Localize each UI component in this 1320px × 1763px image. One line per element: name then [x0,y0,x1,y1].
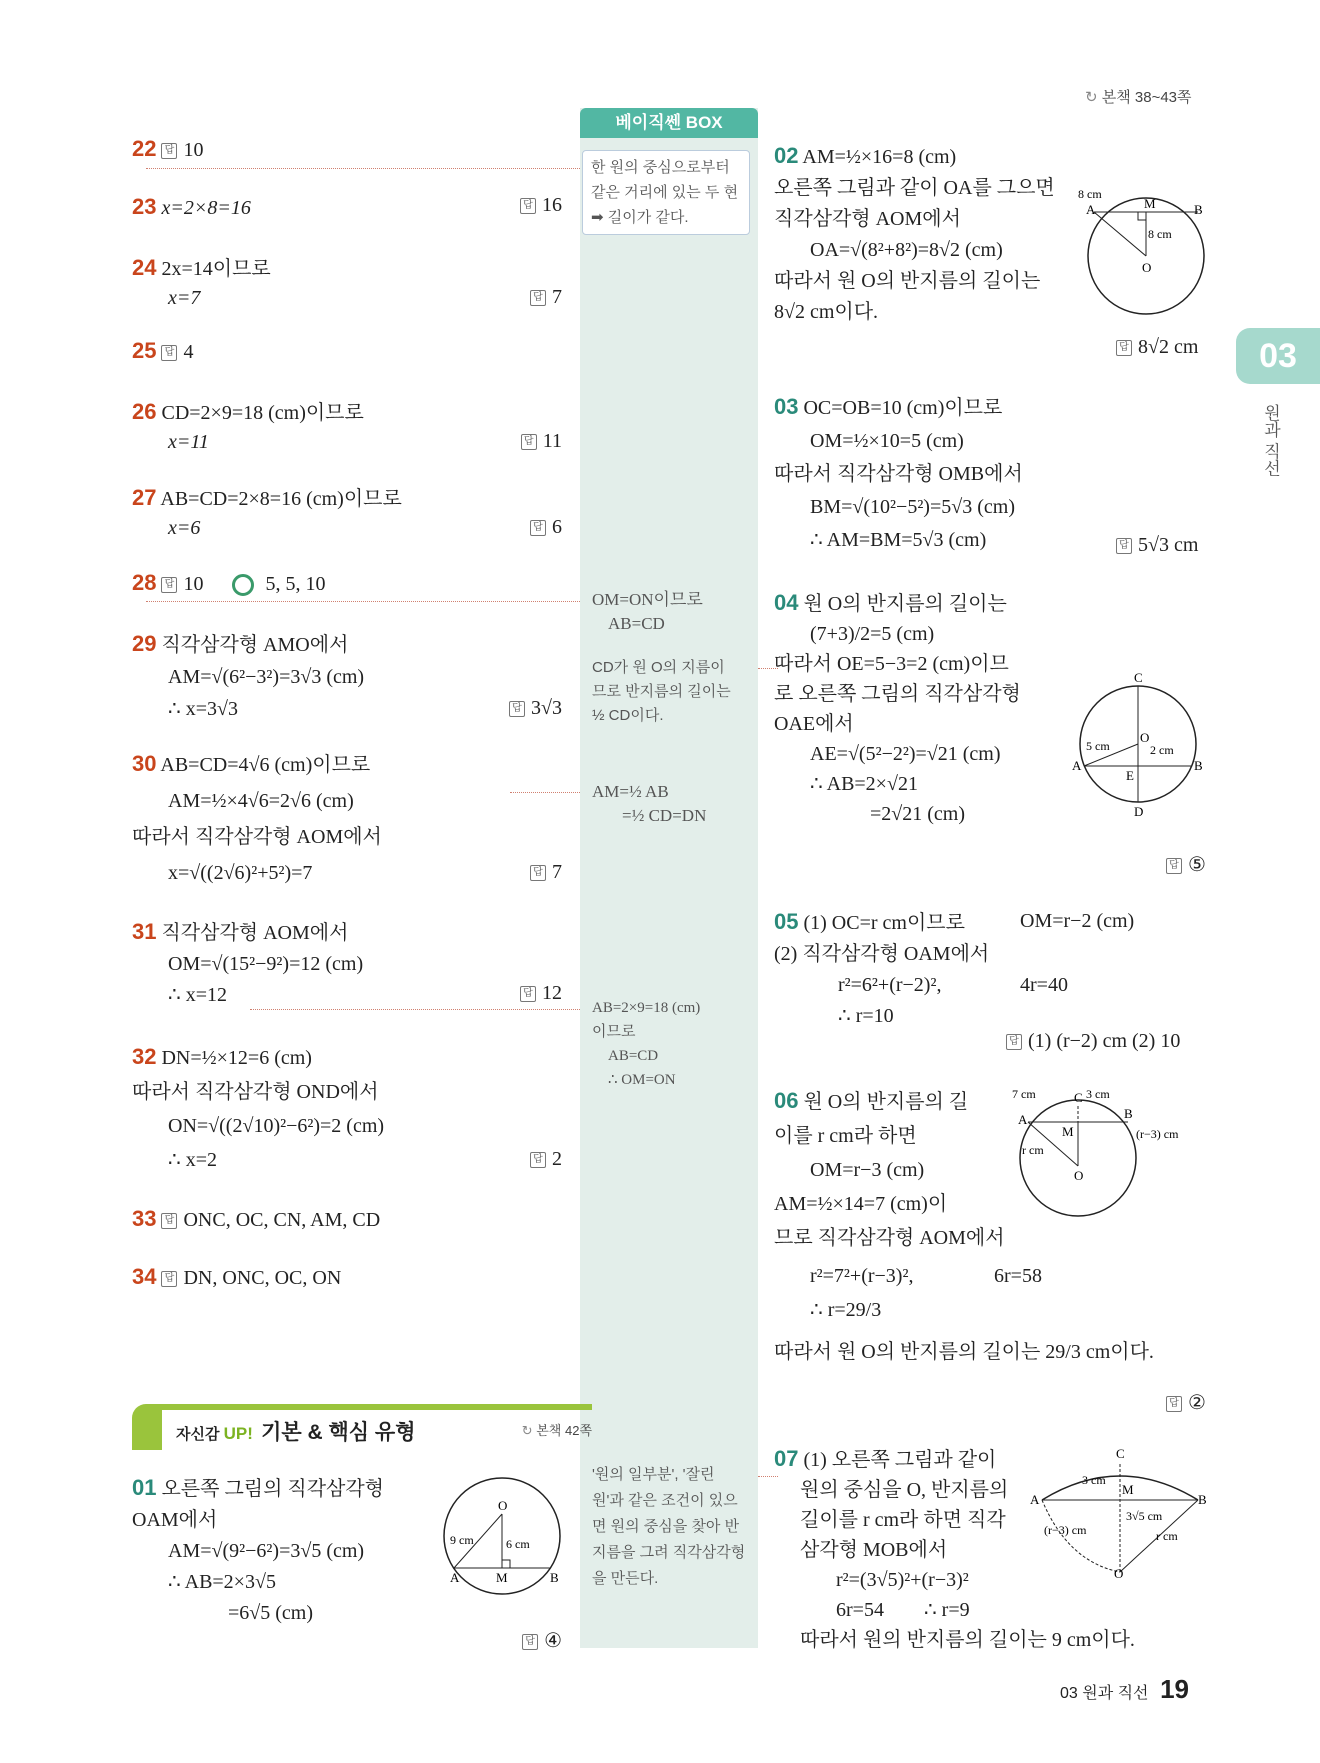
svg-text:6 cm: 6 cm [506,1537,530,1551]
svg-text:(r−3) cm: (r−3) cm [1136,1127,1179,1141]
svg-text:M: M [496,1570,508,1585]
answer-icon [530,1152,546,1168]
svg-text:5 cm: 5 cm [1086,739,1110,753]
chapter-title-vertical: 원과 직선 [1261,404,1280,477]
answer-icon [161,577,177,593]
svg-text:8 cm: 8 cm [1078,187,1102,201]
problem-02: 02 AM=½×16=8 (cm) 오른쪽 그림과 같이 OA를 그으면 직각삼각형 AOM에서 OA=√(8²+8²)=8√2 (cm) 따라서 원 O의 반지름의 길이는 8√2 cm이다. [774,143,1055,323]
problem-06: 06 원 O의 반지름의 길 이를 r cm라 하면 OM=r−3 (cm) AM=½×14=7 (cm)이 므로 직각삼각형 AOM에서 r²=7²+(r−3)², 6r=58 ∴ r=29/3 따라서 원 O의 반지름의 길이는 29/3 cm이다. [774,1088,1154,1363]
svg-text:O: O [1074,1168,1084,1183]
svg-text:9 cm: 9 cm [450,1533,474,1547]
problem-07: 07 (1) 오른쪽 그림과 같이 원의 중심을 O, 반지름의 길이를 r cm라 하면 직각 삼각형 MOB에서 r²=(3√5)²+(r−3)² 6r=54 ∴ r=9 따라서 원의 반지름의 길이는 9 cm이다. [774,1446,1135,1651]
svg-text:3√5 cm: 3√5 cm [1126,1509,1163,1523]
svg-text:A: A [1086,202,1096,217]
svg-text:A: A [1030,1492,1040,1507]
problem-03: 03 OC=OB=10 (cm)이므로 OM=½×10=5 (cm) 따라서 직각삼각형 OMB에서 BM=√(10²−5²)=5√3 (cm) ∴ AM=BM=5√3 (cm) [774,394,1023,551]
answer-06: 답② [1166,1390,1206,1415]
problem-30: 30 AB=CD=4√6 (cm)이므로 AM=½×4√6=2√6 (cm) 따라서 직각삼각형 AOM에서 x=√((2√6)²+5²)=7 답 7 [132,746,562,891]
problem-26: 26 CD=2×9=18 (cm)이므로 x=11 답 11 [132,396,562,454]
answer-04: 답⑤ [1166,852,1206,877]
svg-text:M: M [1144,196,1156,211]
answer-icon [161,1213,177,1229]
connector [146,168,580,169]
svg-text:C: C [1134,670,1143,685]
mid-note-2: CD가 원 O의 지름이 므로 반지름의 길이는 ½ CD이다. [592,659,731,724]
answer-icon [530,290,546,306]
svg-text:B: B [1198,1492,1207,1507]
problem-04: 04 원 O의 반지름의 길이는 (7+3)/2=5 (cm) 따라서 OE=5−3=2 (cm)이므 로 오른쪽 그림의 직각삼각형 OAE에서 AE=√(5²−2²)=√21 (cm) ∴ AB=2×√21 =2√21 (cm) [774,590,1021,825]
svg-text:A: A [450,1570,460,1585]
svg-text:O: O [1142,260,1152,275]
problem-01: 01 오른쪽 그림의 직각삼각형 OAM에서 AM=√(9²−6²)=3√5 (cm) ∴ AB=2×3√5 =6√5 (cm) 답④ [132,1472,562,1629]
answer-icon [161,1271,177,1287]
problem-27: 27 AB=CD=2×8=16 (cm)이므로 x=6 답 6 [132,482,562,540]
answer-icon [509,701,525,717]
problem-25: 25 답 4 [132,338,193,364]
svg-text:B: B [1194,758,1203,773]
svg-text:(r−3) cm: (r−3) cm [1044,1523,1087,1537]
problem-22: 22 답 10 [132,136,203,162]
svg-text:E: E [1126,768,1134,783]
answer-icon [161,143,177,159]
answer-icon [522,1634,538,1650]
svg-text:B: B [550,1570,559,1585]
figure-04 [1066,670,1212,820]
answer-icon [161,345,177,361]
answer-icon [520,986,536,1002]
answer-icon [1116,340,1132,356]
mid-note-1: OM=ON이므로 AB=CD [592,590,703,633]
svg-text:B: B [1194,202,1203,217]
answer-icon [1166,1396,1182,1412]
problem-29: 29 직각삼각형 AMO에서 AM=√(6²−3²)=3√3 (cm) ∴ x=3√3 답 3√3 [132,628,562,725]
svg-text:O: O [1140,730,1150,745]
svg-text:3 cm: 3 cm [1082,1473,1106,1487]
svg-text:7 cm: 7 cm [1012,1087,1036,1101]
figure-01 [440,1474,564,1598]
svg-text:3 cm: 3 cm [1086,1087,1110,1101]
page-footer: 03 원과 직선 19 [1060,1674,1189,1704]
basic-box-title: 베이직쎈 BOX [580,108,758,138]
answer-icon [1006,1034,1022,1050]
problem-31: 31 직각삼각형 AOM에서 OM=√(15²−9²)=12 (cm) ∴ x=12 답 12 [132,916,562,1011]
mid-note-3: AM=½ AB =½ CD=DN [592,782,707,825]
answer-icon [521,434,537,450]
answer-icon [530,520,546,536]
answer-02: 답8√2 cm [1116,336,1198,359]
answer-03: 답 5√3 cm [1116,534,1198,557]
answer-icon [530,865,546,881]
answer-05: 답(1) (r−2) cm (2) 10 [1006,1030,1180,1053]
answer-icon [520,198,536,214]
chapter-tab: 03 [1236,328,1320,384]
figure-07 [1028,1442,1212,1582]
svg-text:A: A [1018,1112,1028,1127]
figure-06 [1012,1082,1212,1232]
basic-box-column [580,108,758,1648]
mid-note-4: AB=2×9=18 (cm) 이므로 AB=CD ∴ OM=ON [592,1000,701,1088]
magnifier-icon [232,574,254,596]
svg-text:C: C [1074,1090,1083,1105]
svg-text:8 cm: 8 cm [1148,227,1172,241]
svg-text:O: O [498,1498,508,1513]
mid-note-5: '원의 일부분', '잘린 원'과 같은 조건이 있으면 원의 중심을 찾아 반지름을 그려 직각삼각형을 만든다. [592,1466,746,1587]
problem-34: 34 답 DN, ONC, OC, ON [132,1264,341,1290]
svg-text:2 cm: 2 cm [1150,743,1174,757]
page-reference: ↻ 본책 38~43쪽 [1085,89,1192,106]
svg-text:r cm: r cm [1022,1143,1044,1157]
refresh-icon: ↻ [1085,89,1098,106]
problem-32: 32 DN=½×12=6 (cm) 따라서 직각삼각형 OND에서 ON=√((2√10)²−6²)=2 (cm) ∴ x=2 답 2 [132,1040,562,1177]
answer-icon [1116,538,1132,554]
problem-05: 05 (1) OC=r cm이므로 OM=r−2 (cm) (2) 직각삼각형 OAM에서 r²=6²+(r−2)², 4r=40 ∴ r=10 [774,909,1135,1027]
svg-text:r cm: r cm [1156,1529,1178,1543]
problem-28: 28 답 10 5, 5, 10 [132,570,325,596]
basic-box-note: 한 원의 중심으로부터 같은 거리에 있는 두 현 ➡ 길이가 같다. [582,150,750,235]
refresh-icon: ↻ [521,1423,533,1438]
figure-02 [1078,180,1208,320]
problem-33: 33 답 ONC, OC, CN, AM, CD [132,1206,380,1232]
svg-text:A: A [1072,758,1082,773]
connector [146,601,580,602]
svg-text:M: M [1122,1482,1134,1497]
svg-text:O: O [1114,1566,1124,1581]
svg-text:M: M [1062,1124,1074,1139]
svg-text:D: D [1134,804,1144,819]
problem-24: 24 2x=14이므로 x=7 답 7 [132,252,562,310]
answer-icon [1166,858,1182,874]
svg-text:B: B [1124,1106,1133,1121]
svg-text:C: C [1116,1446,1125,1461]
section-banner: 자신감 UP! 기본 & 핵심 유형 ↻ 본책 42쪽 [132,1404,592,1450]
problem-23: 23 x=2×8=16 답 16 [132,194,562,220]
